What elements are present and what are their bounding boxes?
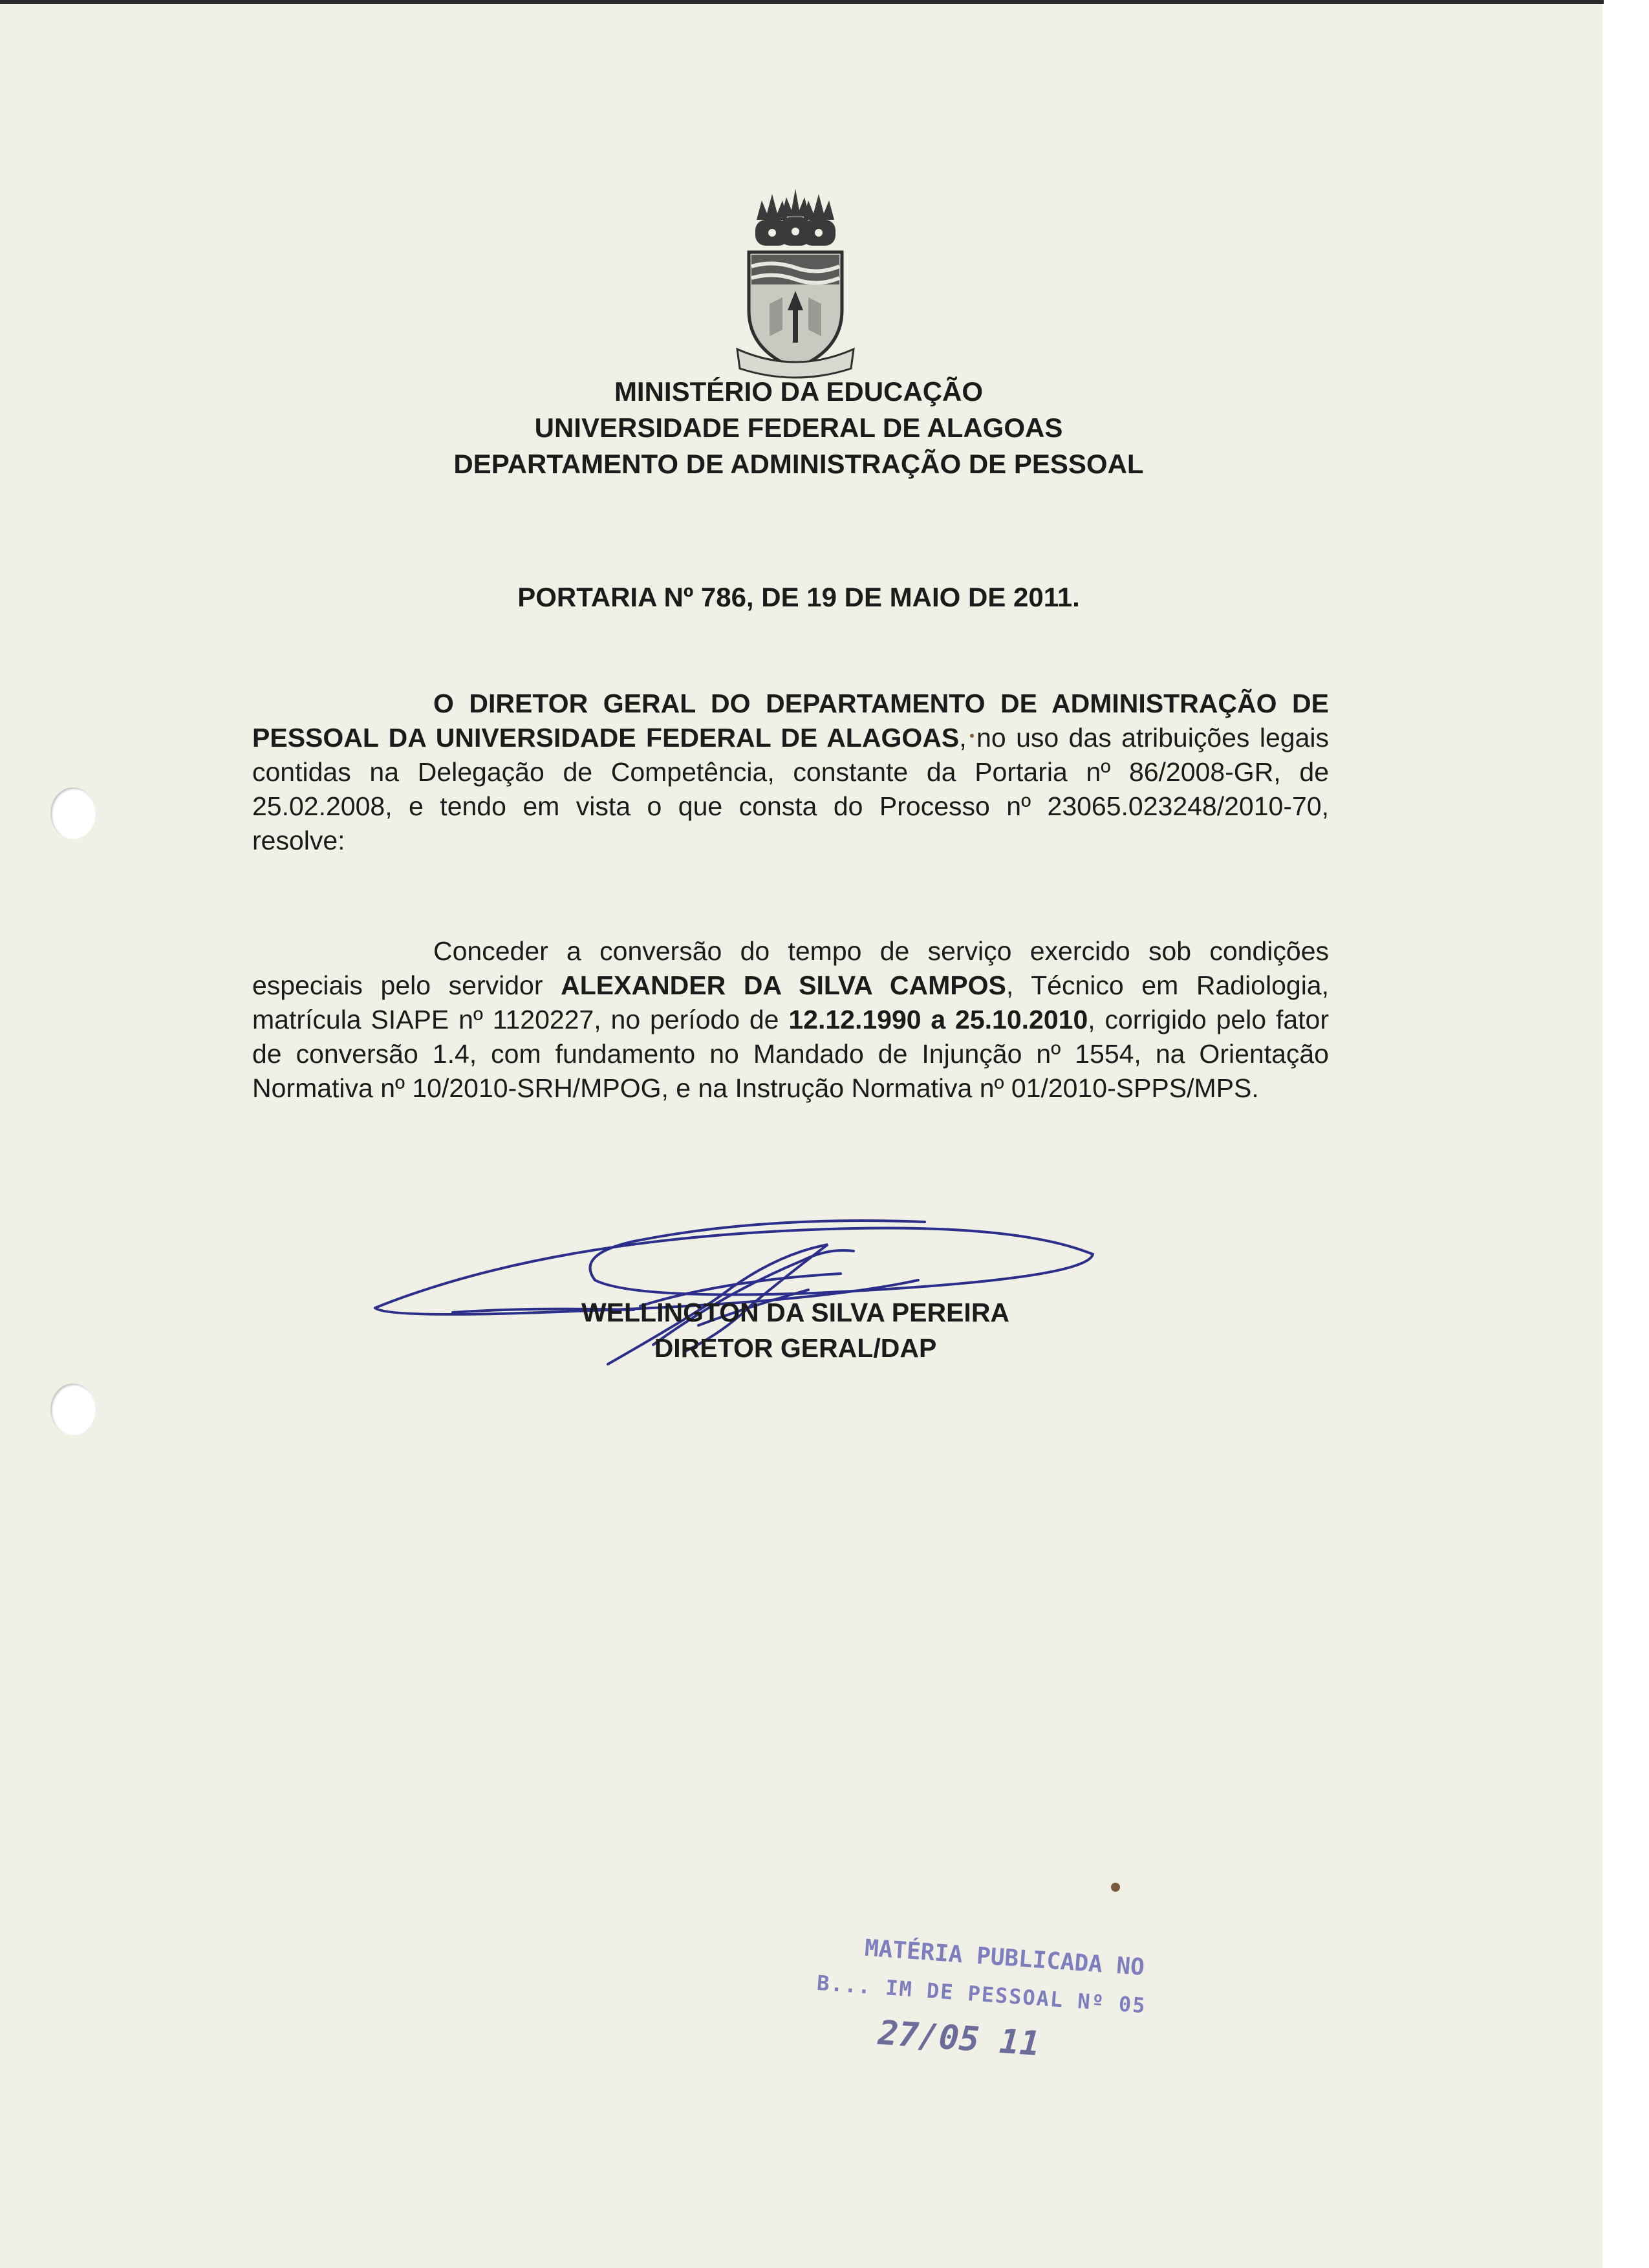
stamp-line-2: B... IM DE PESSOAL Nº 05 [815,1970,1147,2018]
stamp-line-1: MATÉRIA PUBLICADA NO [863,1934,1146,1981]
resolution-text-1: Conceder a conversão do tempo de serviço exercido sob condições especiais pelo servidor [252,936,1329,1000]
document-header [362,374,1235,482]
scan-top-edge [0,0,1604,4]
scan-border [1602,0,1649,2268]
publication-stamp [810,1932,1233,2109]
preamble-paragraph [252,687,1329,858]
signer-name: WELLINGTON DA SILVA PEREIRA [581,1298,1010,1327]
resolution-text-2: , Técnico em Radiologia, matrícula SIAPE nº 1120227, no período de [252,970,1329,1034]
punch-hole-lower [50,1384,96,1435]
preamble-text: , no uso das atribuições legais contidas na Delegação de Competência, constante da Portaria nº 86/2008-GR, de 25.02.2008, e tendo em vista o que consta do Processo nº 23065.023248/2010-70, resolve: [252,723,1329,855]
stamp-date-handwritten: 27/05 11 [877,2013,1042,2064]
paper-speck [1111,1883,1120,1892]
department-line: DEPARTAMENTO DE ADMINISTRAÇÃO DE PESSOAL [453,449,1144,479]
signer-block [537,1295,1054,1366]
servant-name: ALEXANDER DA SILVA CAMPOS [561,970,1006,1000]
ufal-crest-logo [731,181,860,381]
resolution-paragraph [252,934,1329,1106]
ministry-line: MINISTÉRIO DA EDUCAÇÃO [614,376,984,407]
portaria-title: PORTARIA Nº 786, DE 19 DE MAIO DE 2011. [517,582,1080,612]
resolution-text-3: , corrigido pelo fator de conversão 1.4, com fundamento no Mandado de Injunção nº 1554, na Orientação Normativa nº 10/2010-SRH/MPOG, e na Instrução Normativa nº 01/2010-SPPS/MPS. [252,1005,1329,1103]
university-line: UNIVERSIDADE FEDERAL DE ALAGOAS [534,412,1063,443]
signer-title: DIRETOR GERAL/DAP [654,1333,937,1363]
punch-hole-upper [50,787,96,839]
service-period: 12.12.1990 a 25.10.2010 [788,1005,1088,1034]
preamble-authority: O DIRETOR GERAL DO DEPARTAMENTO DE ADMINISTRAÇÃO DE PESSOAL DA UNIVERSIDADE FEDERAL DE ALAGOAS [252,689,1329,753]
